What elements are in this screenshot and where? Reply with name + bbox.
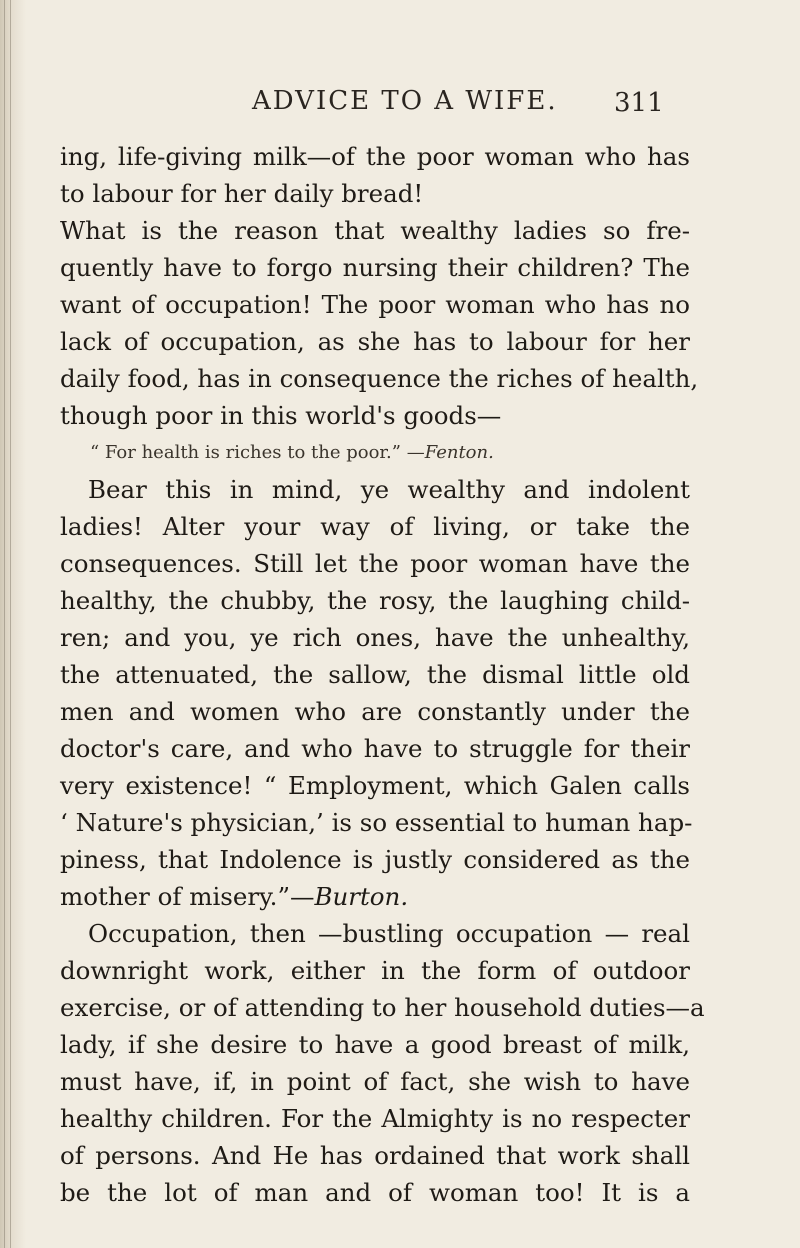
text-line bbox=[60, 878, 690, 915]
text-line: piness, that Indolence is justly considered as the bbox=[60, 845, 690, 874]
text-line: want of occupation! The poor woman who has no bbox=[60, 290, 690, 319]
text-line: quently have to forgo nursing their children? The bbox=[60, 253, 690, 282]
text-line: downright work, either in the form of outdoor bbox=[60, 956, 690, 985]
text-line: daily food, has in consequence the riches of health, bbox=[60, 364, 699, 393]
binding-line bbox=[4, 0, 5, 1248]
text-line: lady, if she desire to have a good breast of milk, bbox=[60, 1030, 690, 1059]
text-line: ladies! Alter your way of living, or take the bbox=[60, 512, 690, 541]
page-number: 311 bbox=[614, 88, 664, 118]
text-span: mother of misery.”— bbox=[60, 882, 315, 911]
text-line: consequences. Still let the poor woman have the bbox=[60, 549, 690, 578]
text-line: exercise, or of attending to her household duties—a bbox=[60, 993, 705, 1022]
text-line: men and women who are constantly under the bbox=[60, 697, 690, 726]
quote-text: “ For health is riches to the poor.” — bbox=[90, 442, 425, 463]
text-line: Bear this in mind, ye wealthy and indolent bbox=[88, 475, 690, 504]
text-line: of persons. And He has ordained that work shall bbox=[60, 1141, 690, 1170]
quote-author: Fenton. bbox=[424, 442, 494, 463]
body-text bbox=[60, 138, 705, 1211]
running-head: ADVICE TO A WIFE. bbox=[252, 86, 558, 116]
text-line: What is the reason that wealthy ladies so fre- bbox=[60, 216, 690, 245]
text-line: Occupation, then —bustling occupation — real bbox=[88, 919, 690, 948]
text-line: ing, life-giving milk—of the poor woman who has bbox=[60, 142, 690, 171]
text-line: though poor in this world's goods— bbox=[60, 401, 502, 430]
text-line: lack of occupation, as she has to labour for her bbox=[60, 327, 690, 356]
text-line: ‘ Nature's physician,’ is so essential to human hap- bbox=[60, 808, 693, 837]
text-line: the attenuated, the sallow, the dismal little old bbox=[60, 660, 690, 689]
block-quote bbox=[60, 434, 690, 471]
text-line: must have, if, in point of fact, she wish to have bbox=[60, 1067, 690, 1096]
text-line: very existence! “ Employment, which Galen calls bbox=[60, 771, 690, 800]
text-line: healthy children. For the Almighty is no respecter bbox=[60, 1104, 690, 1133]
text-line: healthy, the chubby, the rosy, the laughing child- bbox=[60, 586, 690, 615]
text-line: to labour for her daily bread! bbox=[60, 179, 424, 208]
text-line: ren; and you, ye rich ones, have the unhealthy, bbox=[60, 623, 690, 652]
binding-line bbox=[10, 0, 11, 1248]
text-line: be the lot of man and of woman too! It is a bbox=[60, 1178, 690, 1207]
page-header bbox=[0, 86, 800, 130]
text-line: doctor's care, and who have to struggle for their bbox=[60, 734, 690, 763]
citation-author: Burton. bbox=[314, 882, 409, 911]
